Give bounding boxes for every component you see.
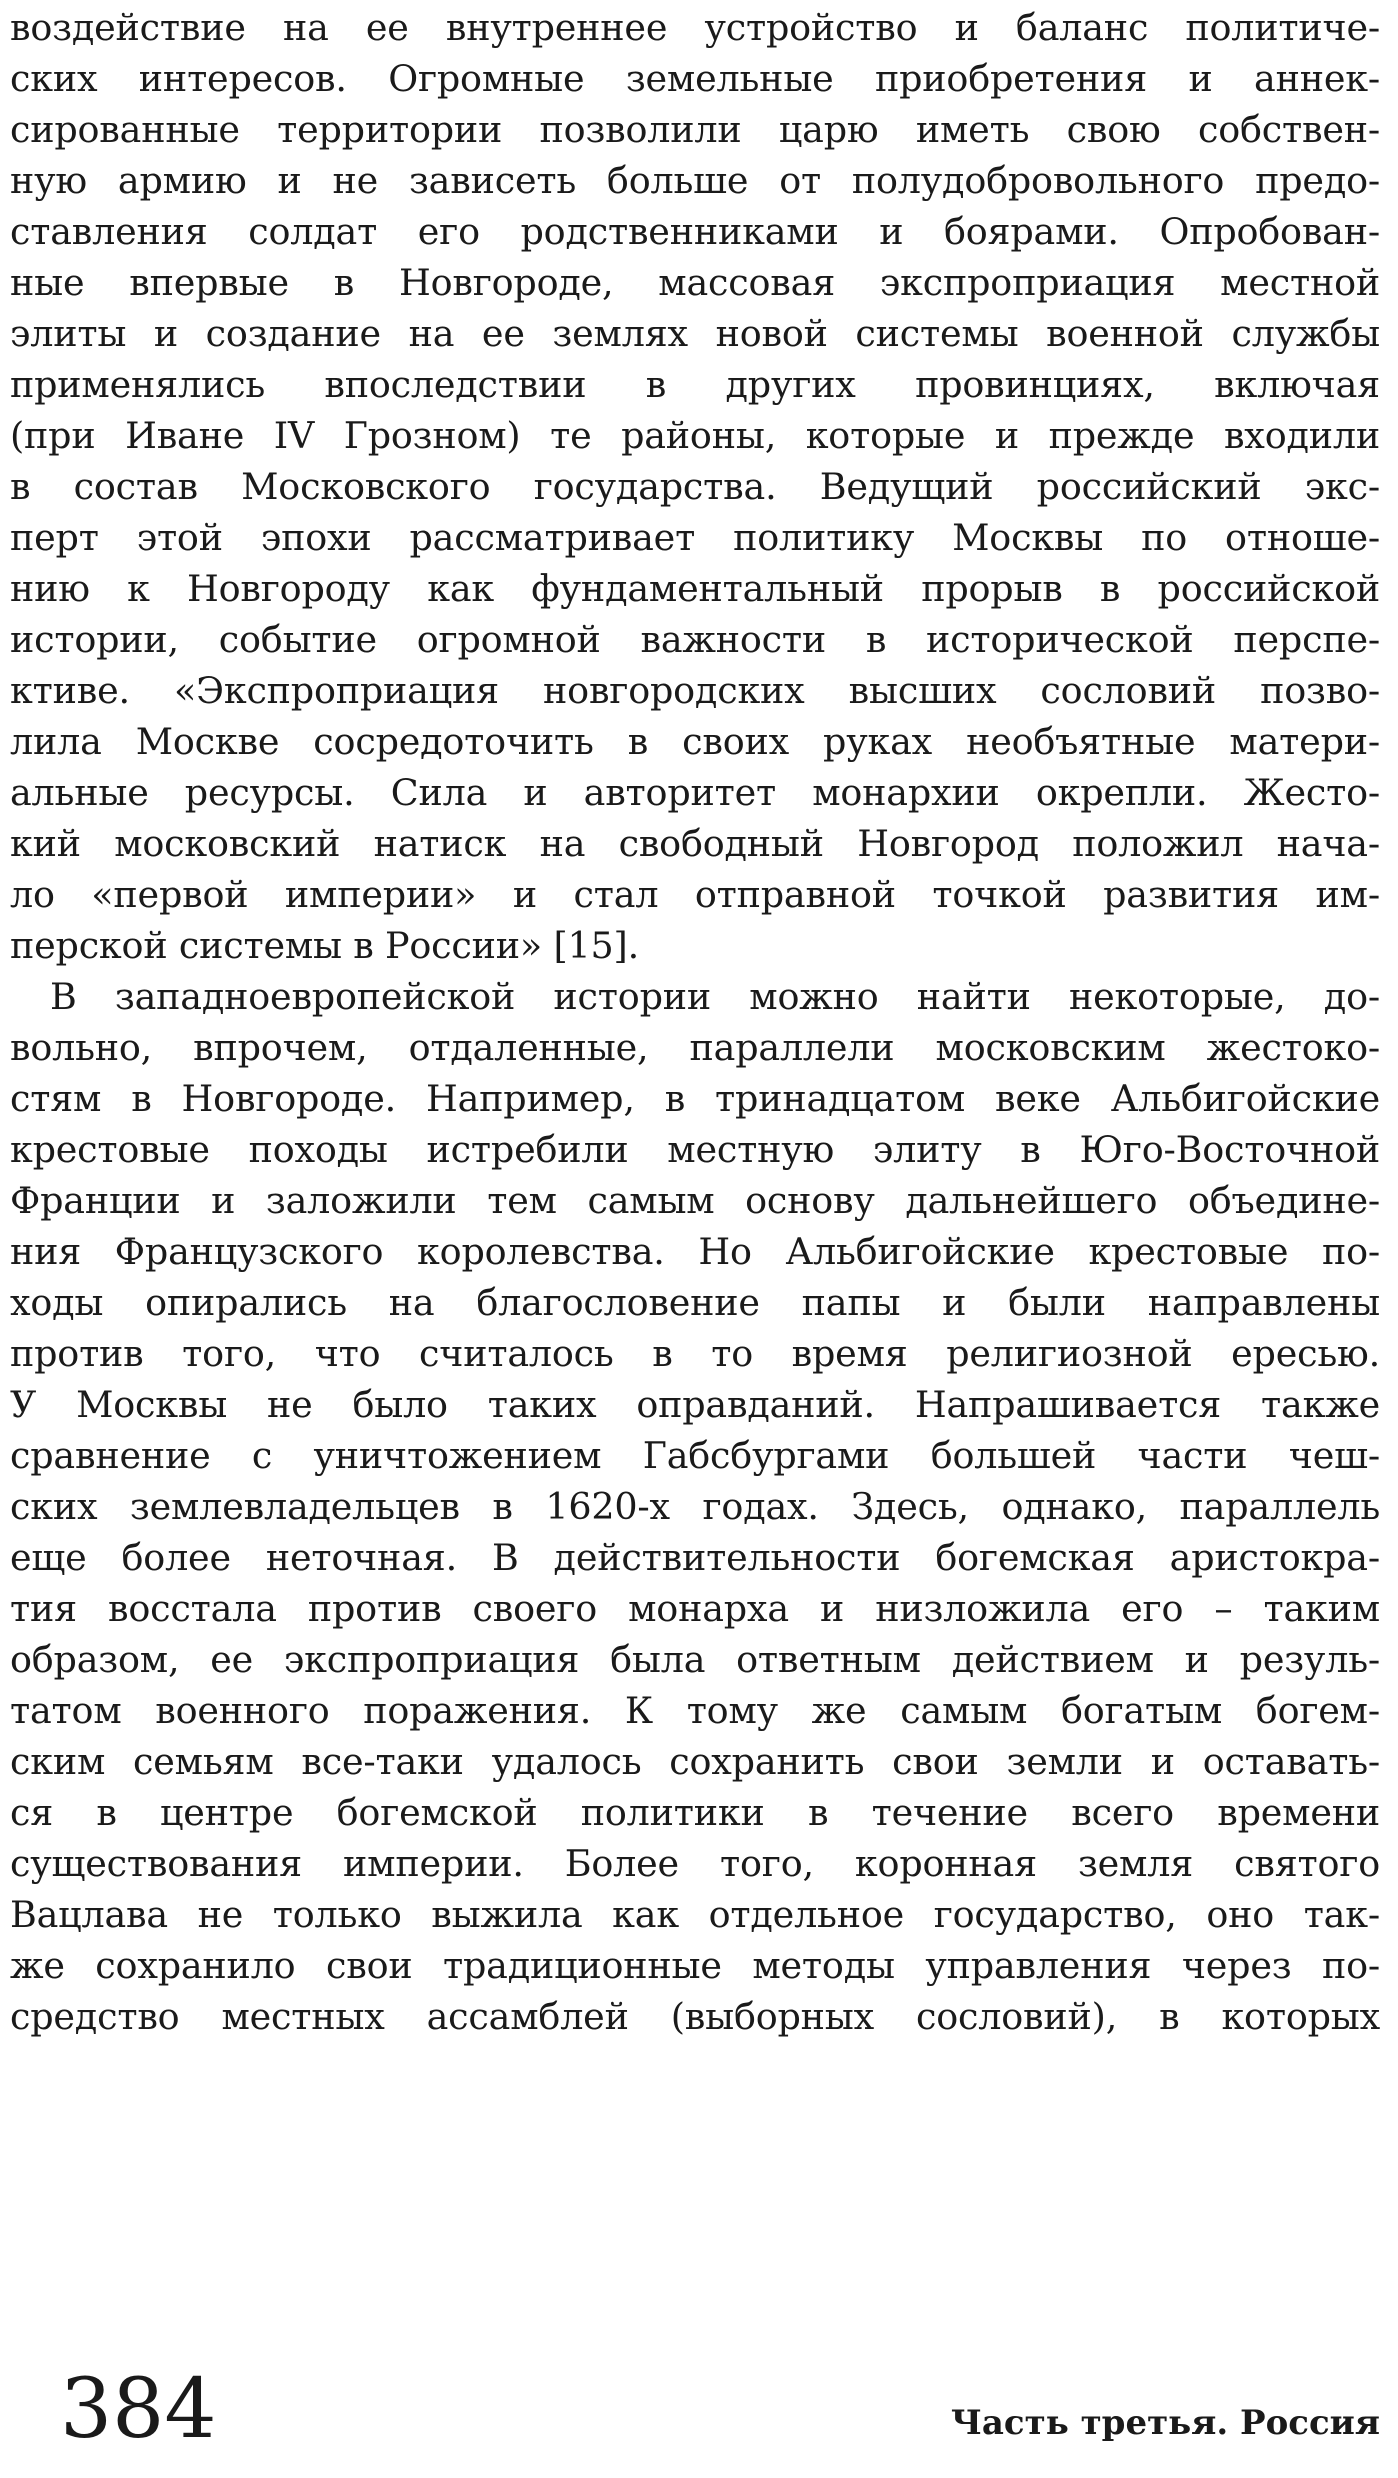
text-line: ским семьям все-таки удалось сохранить свои земли и оставать- (10, 1740, 1380, 1783)
text-line: ную армию и не зависеть больше от полудобровольного предо- (10, 159, 1380, 202)
paragraph-1 (10, 2, 1380, 971)
text-line: воздействие на ее внутреннее устройство и баланс политиче- (10, 6, 1380, 49)
text-line: крестовые походы истребили местную элиту в Юго-Восточной (10, 1128, 1380, 1171)
page-footer (0, 2360, 1398, 2470)
text-line: В западноевропейской истории можно найти некоторые, до- (50, 975, 1380, 1018)
text-line: еще более неточная. В действительности богемская аристокра- (10, 1536, 1380, 1579)
text-line: стям в Новгороде. Например, в тринадцатом веке Альбигойские (10, 1077, 1380, 1120)
text-line: сравнение с уничтожением Габсбургами большей части чеш- (10, 1434, 1380, 1477)
text-line: истории, событие огромной важности в исторической перспе- (10, 618, 1380, 661)
text-line: ских интересов. Огромные земельные приобретения и аннек- (10, 57, 1380, 100)
page-number: 384 (60, 2362, 217, 2457)
text-line: ходы опирались на благословение папы и были направлены (10, 1281, 1380, 1324)
text-line: сированные территории позволили царю иметь свою собствен- (10, 108, 1380, 151)
text-line: против того, что считалось в то время религиозной ересью. (10, 1332, 1380, 1375)
text-line: ло «первой империи» и стал отправной точкой развития им- (10, 873, 1380, 916)
text-line: вольно, впрочем, отдаленные, параллели московским жестоко- (10, 1026, 1380, 1069)
text-line: ния Французского королевства. Но Альбигойские крестовые по- (10, 1230, 1380, 1273)
text-line: У Москвы не было таких оправданий. Напрашивается также (10, 1383, 1380, 1426)
text-line: перской системы в России» [15]. (10, 924, 639, 967)
text-line: ся в центре богемской политики в течение всего времени (10, 1791, 1380, 1834)
text-line: же сохранило свои традиционные методы управления через по- (10, 1944, 1380, 1987)
text-line: (при Иване IV Грозном) те районы, которые и прежде входили (10, 414, 1380, 457)
text-line: ктиве. «Экспроприация новгородских высших сословий позво- (10, 669, 1380, 712)
text-line: ских землевладельцев в 1620-х годах. Здесь, однако, параллель (10, 1485, 1380, 1528)
text-line: элиты и создание на ее землях новой системы военной службы (10, 312, 1380, 355)
text-line: Франции и заложили тем самым основу дальнейшего объедине- (10, 1179, 1380, 1222)
text-line: нию к Новгороду как фундаментальный прорыв в российской (10, 567, 1380, 610)
text-line: в состав Московского государства. Ведущий российский экс- (10, 465, 1380, 508)
body-text (10, 2, 1380, 2042)
text-line: ставления солдат его родственниками и боярами. Опробован- (10, 210, 1380, 253)
text-line: тия восстала против своего монарха и низложила его – таким (10, 1587, 1380, 1630)
text-line: ные впервые в Новгороде, массовая экспроприация местной (10, 261, 1380, 304)
paragraph-2 (10, 971, 1380, 2042)
text-line: перт этой эпохи рассматривает политику Москвы по отноше- (10, 516, 1380, 559)
text-line: альные ресурсы. Сила и авторитет монархии окрепли. Жесто- (10, 771, 1380, 814)
text-line: образом, ее экспроприация была ответным действием и резуль- (10, 1638, 1380, 1681)
text-line: Вацлава не только выжила как отдельное государство, оно так- (10, 1893, 1380, 1936)
text-line: средство местных ассамблей (выборных сословий), в которых (10, 1995, 1380, 2038)
text-line: существования империи. Более того, коронная земля святого (10, 1842, 1380, 1885)
running-head: Часть третья. Россия (950, 2403, 1380, 2443)
text-line: кий московский натиск на свободный Новгород положил нача- (10, 822, 1380, 865)
text-line: лила Москве сосредоточить в своих руках необъятные матери- (10, 720, 1380, 763)
text-line: татом военного поражения. К тому же самым богатым богем- (10, 1689, 1380, 1732)
text-line: применялись впоследствии в других провинциях, включая (10, 363, 1380, 406)
